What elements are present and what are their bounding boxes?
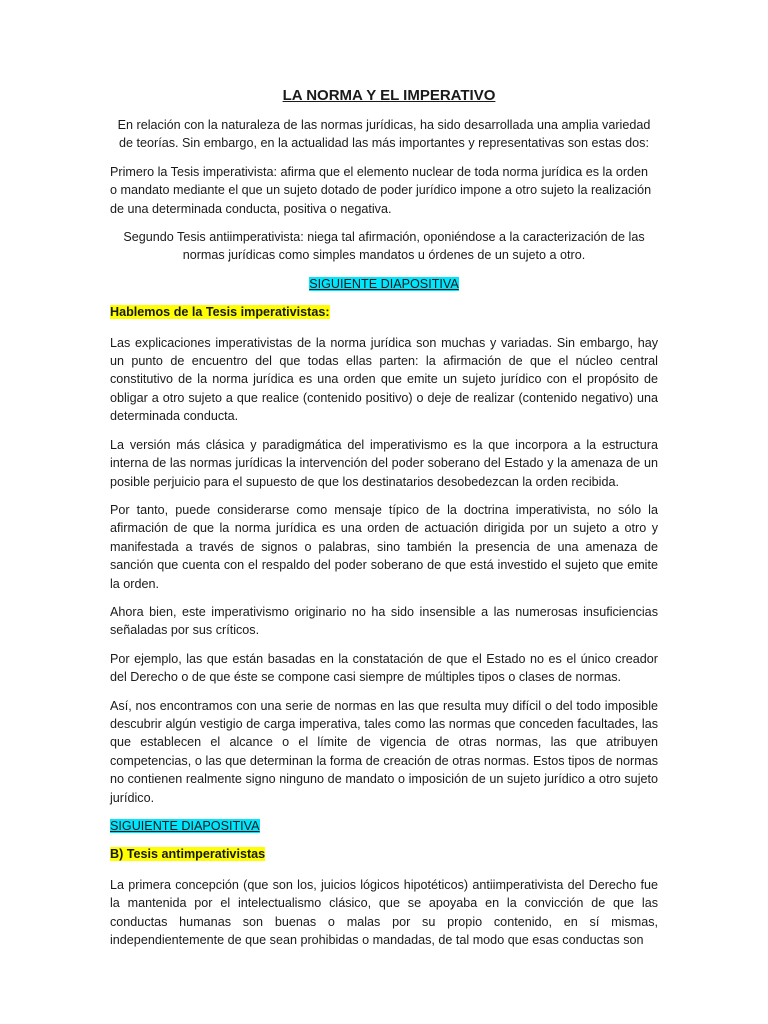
second-thesis-paragraph: Segundo Tesis antiimperativista: niega tal afirmación, oponiéndose a la caracterización de las normas jurídicas como simples mandatos u órdenes de un sujeto a otro. bbox=[123, 230, 645, 263]
slide-marker-1 bbox=[110, 275, 658, 293]
section-heading-antimperativistas bbox=[110, 845, 658, 863]
body-paragraph-last: La primera concepción (que son los, juicios lógicos hipotéticos) antiimperativista del Derecho fue la mantenida por el intelectualismo clásico, que se apoyaba en la convicción de que las conductas humanas son buenas o malas por su propio contenido, en sí mismas, independientemente de que sean prohibidas o mandadas, de tal modo que esas conductas son bbox=[110, 877, 658, 948]
body-paragraph: Las explicaciones imperativistas de la norma jurídica son muchas y variadas. Sin embargo, hay un punto de encuentro del que todas ellas parten: la afirmación de que el núcleo central constitutivo de la norma jurídica es una orden que emite un sujeto jurídico con el propósito de obligar a otro sujeto a que realice (contenido positivo) o deje de realizar (contenido negativo) una determinada conducta. bbox=[110, 335, 658, 424]
slide-marker-2 bbox=[110, 817, 658, 835]
intro-paragraph: En relación con la naturaleza de las normas jurídicas, ha sido desarrollada una amplia variedad de teorías. Sin embargo, en la actualidad las más importantes y representativas son estas dos: bbox=[117, 118, 651, 151]
document-title: LA NORMA Y EL IMPERATIVO bbox=[282, 87, 496, 104]
body-paragraph: Por ejemplo, las que están basadas en la constatación de que el Estado no es el único creador del Derecho o de que éste se compone casi siempre de múltiples tipos o clases de normas. bbox=[110, 651, 658, 685]
body-paragraph: Por tanto, puede considerarse como mensaje típico de la doctrina imperativista, no sólo la afirmación de que la norma jurídica es una orden de actuación dirigida por un sujeto a otro y manifestada a través de signos o palabras, sino también la presencia de una amenaza de sanción que cuenta con el respaldo del poder soberano de que está investido el sujeto que emite la orden. bbox=[110, 502, 658, 591]
heading-label: Hablemos de la Tesis imperativistas: bbox=[110, 305, 330, 320]
slide-marker-label: SIGUIENTE DIAPOSITIVA bbox=[309, 276, 459, 291]
body-paragraph: La versión más clásica y paradigmática del imperativismo es la que incorpora a la estructura interna de las normas jurídicas la intervención del poder soberano del Estado y la amenaza de un posible perjuicio para el supuesto de que los destinatarios desobedezcan la orden recibida. bbox=[110, 437, 658, 489]
slide-marker-label: SIGUIENTE DIAPOSITIVA bbox=[110, 819, 260, 833]
heading-label: B) Tesis antimperativistas bbox=[110, 847, 266, 862]
body-paragraph: Ahora bien, este imperativismo originario no ha sido insensible a las numerosas insuficiencias señaladas por sus críticos. bbox=[110, 604, 658, 638]
first-thesis-paragraph: Primero la Tesis imperativista: afirma que el elemento nuclear de toda norma jurídica es la orden o mandato mediante el que un sujeto dotado de poder jurídico impone a otro sujeto la realización de una determinada conducta, positiva o negativa. bbox=[110, 164, 652, 216]
body-paragraph: Así, nos encontramos con una serie de normas en las que resulta muy difícil o del todo imposible descubrir algún vestigio de carga imperativa, tales como las normas que conceden facultades, las que establecen el alcance o el límite de vigencia de otras normas, las que atribuyen competencias, o las que determinan la forma de creación de otras normas. Estos tipos de normas no contienen realmente signo ninguno de mandato o imposición de un sujeto jurídico a otro sujeto jurídico. bbox=[110, 698, 658, 805]
section-heading-imperativistas bbox=[110, 303, 658, 321]
